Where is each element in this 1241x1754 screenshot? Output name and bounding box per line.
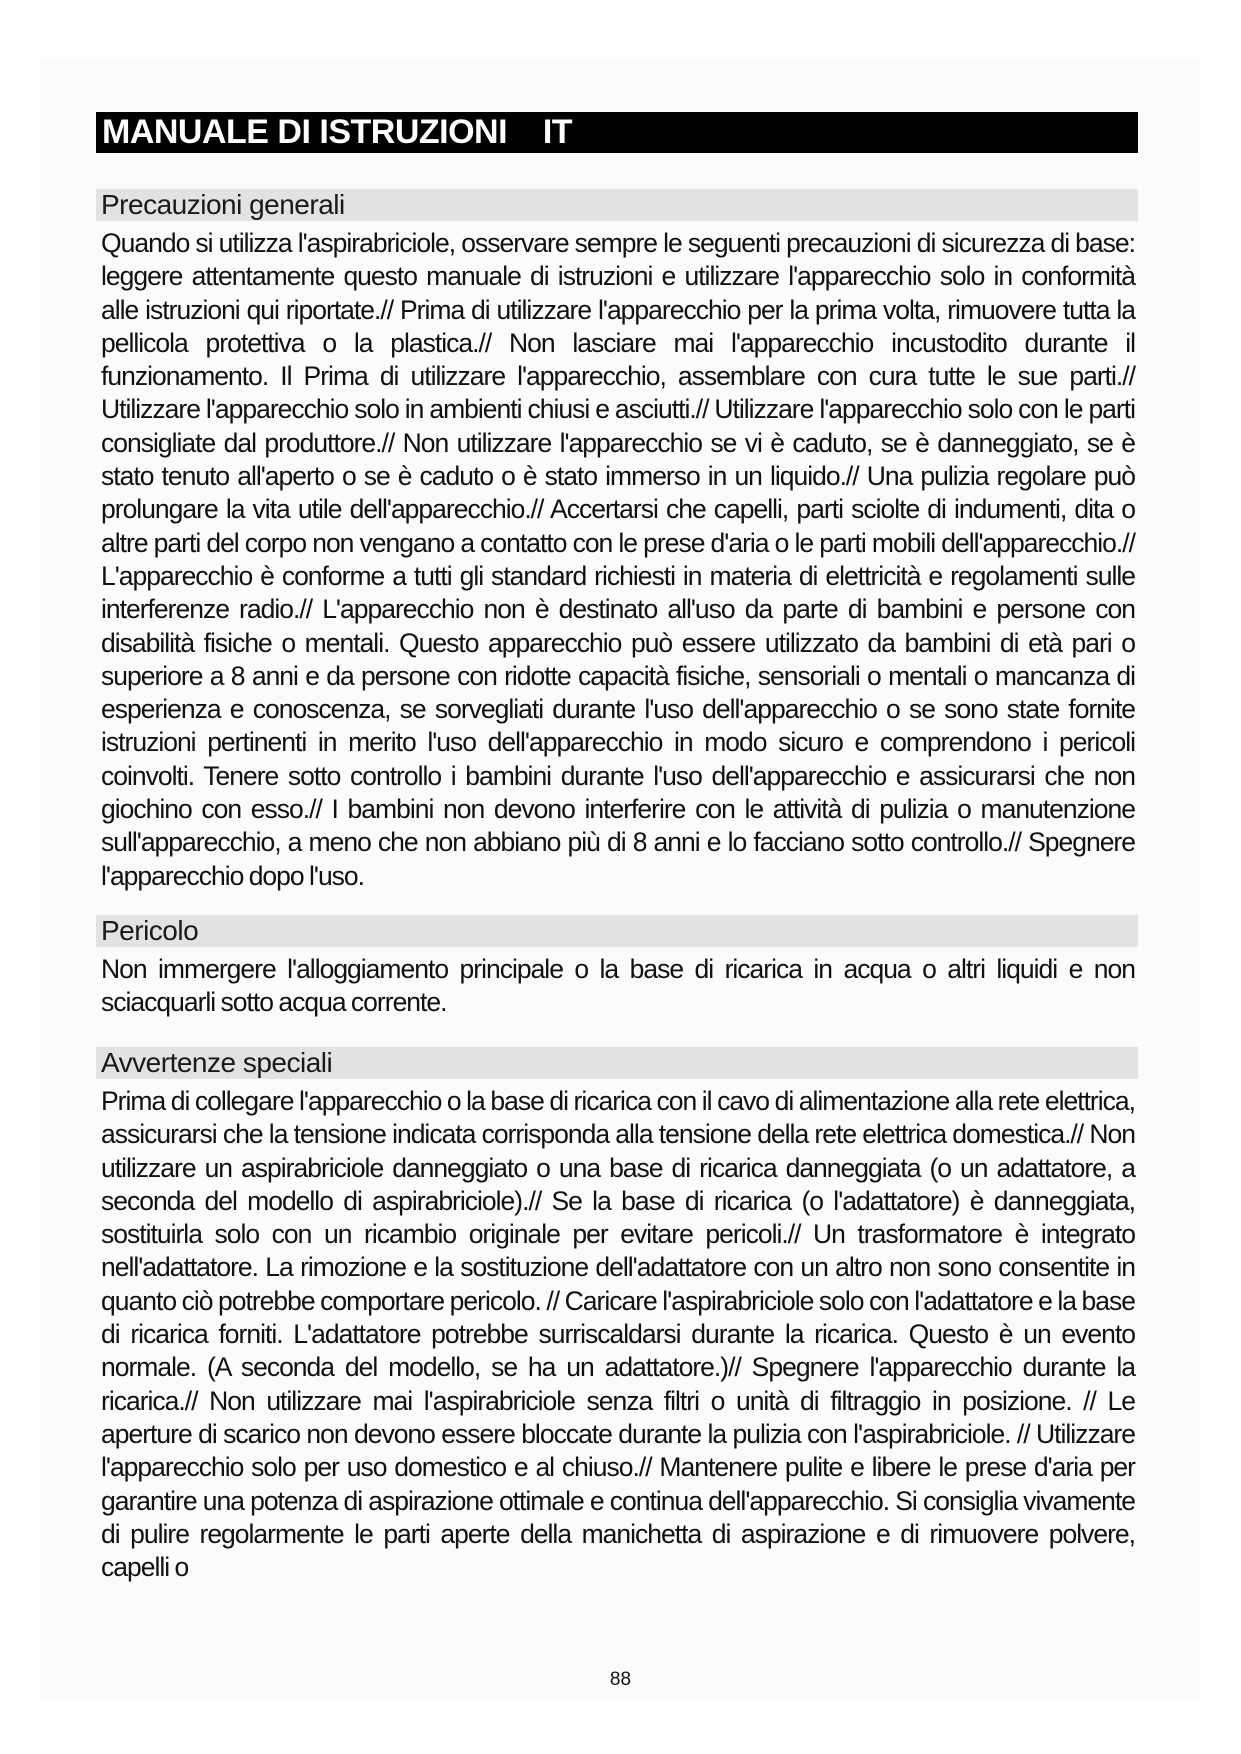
manual-title: MANUALE DI ISTRUZIONI IT	[96, 112, 1138, 153]
section-heading-special-warnings: Avvertenze speciali	[96, 1047, 1138, 1079]
section-heading-danger: Pericolo	[96, 915, 1138, 947]
page-number: 88	[609, 1669, 632, 1690]
section-heading-general-precautions: Precauzioni generali	[96, 189, 1138, 221]
section-body-general-precautions: Quando si utilizza l'aspirabriciole, osservare sempre le seguenti precauzioni di sicurezza di base: leggere attentamente questo manuale di istruzioni e utilizzare l'apparecchio solo in conformità alle istruzioni qui riportate.// Prima di utilizzare l'apparecchio per la prima volta, rimuovere tutta la pellicola protettiva o la plastica.// Non lasciare mai l'apparecchio incustodito durante il funzionamento. Il Prima di utilizzare l'apparecchio, assemblare con cura tutte le sue parti.// Utilizzare l'apparecchio solo in ambienti chiusi e asciutti.// Utilizzare l'apparecchio solo con le parti consigliate dal produttore.// Non utilizzare l'apparecchio se vi è caduto, se è danneggiato, se è stato tenuto all'aperto o se è caduto o è stato immerso in un liquido.// Una pulizia regolare può prolungare la vita utile dell'apparecchio.// Accertarsi che capelli, parti sciolte di indumenti, dita o altre parti del corpo non vengano a contatto con le prese d'aria o le parti mobili dell'apparecchio.// L'apparecchio è conforme a tutti gli standard richiesti in materia di elettricità e regolamenti sulle interferenze radio.// L'apparecchio non è destinato all'uso da parte di bambini e persone con disabilità fisiche o mentali. Questo apparecchio può essere utilizzato da bambini di età pari o superiore a 8 anni e da persone con ridotte capacità fisiche, sensoriali o mentali o mancanza di esperienza e conoscenza, se sorvegliati durante l'uso dell'apparecchio o se sono state fornite istruzioni pertinenti in merito l'uso dell'apparecchio in modo sicuro e comprendono i pericoli coinvolti. Tenere sotto controllo i bambini durante l'uso dell'apparecchio e assicurarsi che non giochino con esso.// I bambini non devono interferire con le attività di pulizia o manutenzione sull'apparecchio, a meno che non abbiano più di 8 anni e lo facciano sotto controllo.// Spegnere l'apparecchio dopo l'uso.	[101, 228, 1135, 891]
section-body-special-warnings: Prima di collegare l'apparecchio o la base di ricarica con il cavo di alimentazione alla rete elettrica, assicurarsi che la tensione indicata corrisponda alla tensione della rete elettrica domestica.// Non utilizzare un aspirabriciole danneggiato o una base di ricarica danneggiata (o un adattatore, a seconda del modello di aspirabriciole).// Se la base di ricarica (o l'adattatore) è danneggiata, sostituirla solo con un ricambio originale per evitare pericoli.// Un trasformatore è integrato nell'adattatore. La rimozione e la sostituzione dell'adattatore con un altro non sono consentite in quanto ciò potrebbe comportare pericolo. // Caricare l'aspirabriciole solo con l'adattatore e la base di ricarica forniti. L'adattatore potrebbe surriscaldarsi durante la ricarica. Questo è un evento normale. (A seconda del modello, se ha un adattatore.)// Spegnere l'apparecchio durante la ricarica.// Non utilizzare mai l'aspirabriciole senza filtri o unità di filtraggio in posizione. // Le aperture di scarico non devono essere bloccate durante la pulizia con l'aspirabriciole. // Utilizzare l'apparecchio solo per uso domestico e al chiuso.// Mantenere pulite e libere le prese d'aria per garantire una potenza di aspirazione ottimale e continua dell'apparecchio. Si consiglia vivamente di pulire regolarmente le parti aperte della manichetta di aspirazione e di rimuovere polvere, capelli o	[101, 1086, 1135, 1583]
section-body-danger: Non immergere l'alloggiamento principale o la base di ricarica in acqua o altri liquidi e non sciacquarli sotto acqua corrente.	[101, 954, 1135, 1018]
